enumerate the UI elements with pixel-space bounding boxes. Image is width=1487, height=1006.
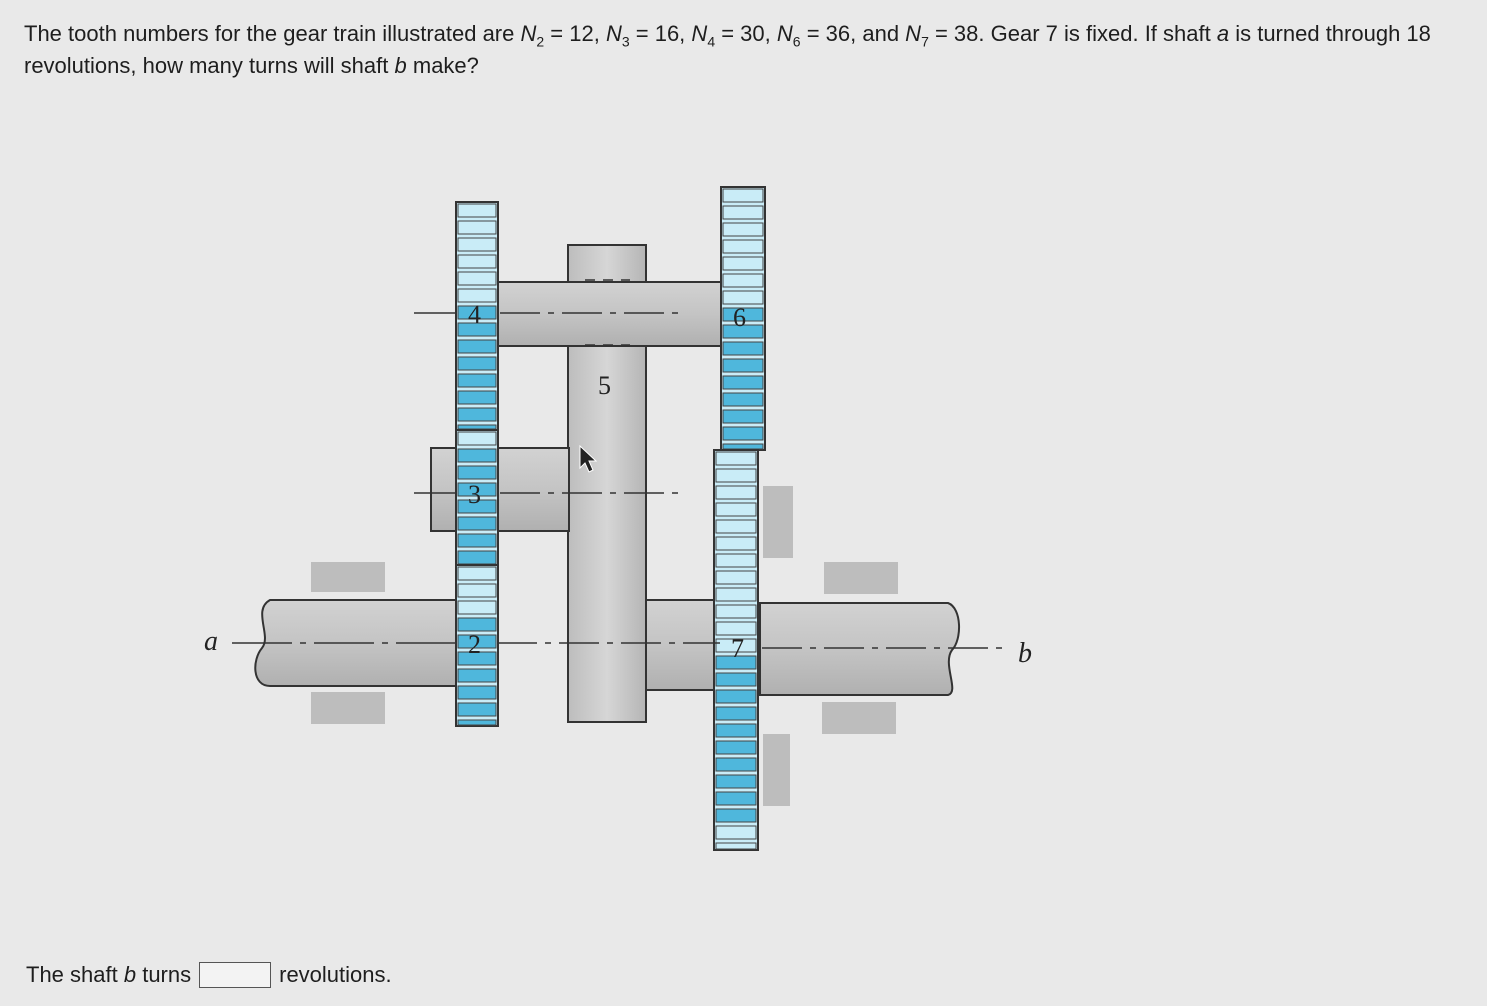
gear-tooth <box>458 432 496 445</box>
gear-tooth <box>716 809 756 822</box>
gear-tooth <box>716 520 756 533</box>
gear-tooth <box>716 503 756 516</box>
gear-tooth <box>458 357 496 370</box>
answer-suffix: revolutions. <box>279 962 392 987</box>
planet-shaft-3 <box>497 448 569 531</box>
gear-tooth <box>458 204 496 217</box>
gear-tooth <box>458 601 496 614</box>
gear-tooth <box>723 410 763 423</box>
answer-row <box>26 962 392 988</box>
gear-tooth <box>458 449 496 462</box>
gear-tooth <box>458 466 496 479</box>
gear-tooth <box>716 758 756 771</box>
bearing-a-bottom <box>311 692 385 724</box>
gear-tooth <box>716 707 756 720</box>
gear-tooth <box>723 444 763 449</box>
gear-tooth <box>723 342 763 355</box>
gear-tooth <box>716 826 756 839</box>
gear-tooth <box>723 257 763 270</box>
gear-tooth <box>458 255 496 268</box>
gear-tooth <box>716 741 756 754</box>
gear-tooth <box>458 272 496 285</box>
arm-hub <box>642 600 722 690</box>
gear-tooth <box>723 359 763 372</box>
gear-tooth <box>723 376 763 389</box>
bearing-7-upper <box>763 486 793 558</box>
gear-tooth <box>723 240 763 253</box>
shaft-a-label: a <box>204 626 218 657</box>
gear-tooth <box>716 537 756 550</box>
gear-tooth <box>716 588 756 601</box>
gear-tooth <box>458 584 496 597</box>
gear-tooth <box>458 391 496 404</box>
gear-tooth <box>458 238 496 251</box>
gear-tooth <box>716 690 756 703</box>
gear-tooth <box>458 534 496 547</box>
gear-tooth <box>723 393 763 406</box>
gear-tooth <box>458 720 496 725</box>
bearing-b-bottom <box>822 702 896 734</box>
gear-tooth <box>716 724 756 737</box>
gear-2-label: 2 <box>468 630 481 659</box>
gear-tooth <box>458 703 496 716</box>
gear-6-label: 6 <box>733 303 746 332</box>
gear-tooth <box>716 571 756 584</box>
answer-input[interactable] <box>199 962 271 988</box>
gear-tooth <box>723 206 763 219</box>
answer-prefix: The shaft b turns <box>26 962 192 987</box>
gear-tooth <box>723 223 763 236</box>
bearing-7-lower <box>763 734 790 806</box>
gear-tooth <box>458 340 496 353</box>
gear-3-label: 3 <box>468 480 481 509</box>
gear-tooth <box>458 425 496 429</box>
gear-4-label: 4 <box>468 300 481 329</box>
bearing-b-top <box>824 562 898 594</box>
gear-tooth <box>458 669 496 682</box>
gear-tooth <box>723 189 763 202</box>
gear-tooth <box>716 554 756 567</box>
bearing-a-top <box>311 562 385 592</box>
gear-tooth <box>458 221 496 234</box>
gear-tooth <box>716 452 756 465</box>
gear-tooth <box>716 605 756 618</box>
gear-7-label: 7 <box>731 634 744 663</box>
arm-5-label: 5 <box>598 371 611 400</box>
gear-tooth <box>458 517 496 530</box>
question-text: The tooth numbers for the gear train illustrated are $N_2 = 12$, $N_3 = 16$, $N_4 = 30$, $N_6 = 36$, and $N_7 = 38$. Gear 7 is fixed. If shaft a is turned through 18 revolutions, how many turns will shaft b make? <box>24 21 1431 78</box>
gear-tooth <box>458 551 496 564</box>
gear-tooth <box>723 427 763 440</box>
gear-tooth <box>716 843 756 849</box>
gear-tooth <box>716 775 756 788</box>
gear-tooth <box>716 469 756 482</box>
gear-tooth <box>458 686 496 699</box>
planet-shaft-upper <box>498 282 722 346</box>
gear-tooth <box>716 486 756 499</box>
shaft-b <box>760 603 959 695</box>
gear-tooth <box>716 792 756 805</box>
gear-tooth <box>458 408 496 421</box>
gear-tooth <box>458 374 496 387</box>
gear-tooth <box>716 673 756 686</box>
gear-tooth <box>458 567 496 580</box>
gear-tooth <box>723 274 763 287</box>
shaft-b-label: b <box>1018 638 1032 669</box>
